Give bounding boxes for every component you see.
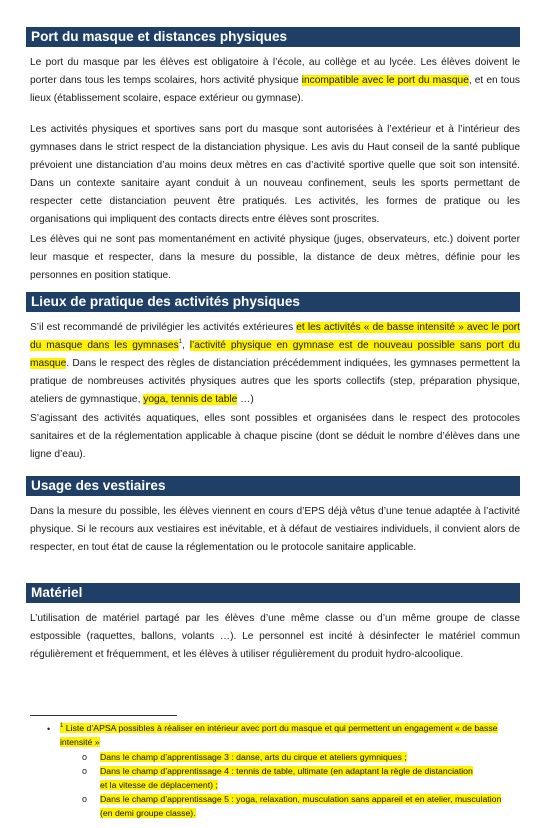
bullet-icon: • [47, 724, 51, 734]
text-run: , et en tous lieux (établissement scolaire, espace extérieur ou gymnase). [30, 75, 520, 104]
text-run: Dans la mesure du possible, les élèves viennent en cours d’EPS déjà vêtus d’une tenue adaptée à l’activité physique. Si le recours aux vestiaires est inévitable, et à défaut de vestiaires individuels, il convient alors de respecter, en tout état de cause la réglementation ou le protocole sanitaire applicable. [30, 506, 520, 553]
highlighted-text: l’activité physique en gymnase est de nouveau possible sans port du masque [30, 340, 520, 369]
footnote-intro [60, 721, 510, 749]
text-run: S’il est recommandé de privilégier les activités extérieures [30, 322, 297, 333]
highlighted-text: incompatible avec le port du masque [301, 75, 469, 86]
highlighted-text: et les activités « de basse intensité » avec le port du masque dans les gymnases [30, 322, 520, 351]
text-run: . Dans le respect des règles de distanciation précédemment indiquées, les gymnases permettent la pratique de nombreuses activités physiques autres que les sports collectifs (step, préparation physique, ateliers de gymnastique, [30, 358, 520, 405]
sub-bullet-icon: o [82, 766, 88, 776]
highlighted-text: yoga, tennis de table [143, 394, 238, 405]
paragraph [30, 410, 520, 464]
text-run: L’utilisation de matériel partagé par les élèves d’une même classe ou d’un même groupe de classe estpossible (raquettes, ballons, volants …). Le personnel est incité à désinfecter le matériel commun régulièrement et fréquemment, et les élèves à utiliser régulièrement du produit hydro-alcoolique. [30, 613, 520, 660]
section-heading-materiel: Matériel [26, 583, 520, 603]
footnote-item: Dans le champ d’apprentissage 4 : tennis de table, ultimate (en adaptant la règle de distanciation et la vitesse de déplacement) ; [100, 766, 473, 790]
section-heading-vestiaires: Usage des vestiaires [26, 476, 520, 496]
footnote-intro-text: Liste d’APSA possibles à réaliser en intérieur avec port du masque et qui permettent un engagement « de basse intensité » [60, 723, 498, 747]
text-run: Les activités physiques et sportives sans port du masque sont autorisées à l’extérieur et à l’intérieur des gymnases dans le strict respect de la distanciation physique. Les avis du Haut conseil de la santé publique prévoient une distanciation d’au moins deux mètres en cas d’activité sportive quelle que soit son intensité. Dans un contexte sanitaire ayant conduit à un nouveau confinement, seuls les sports permettant de respecter cette distanciation peuvent être pratiqués. Les activités, les formes de pratique ou les organisations qui impliquent des contacts directs entre élèves sont proscrites. [30, 124, 520, 225]
footnote-item: Dans le champ d’apprentissage 3 : danse, arts du cirque et ateliers gymniques ; [100, 752, 407, 762]
paragraph [30, 610, 520, 664]
footnote-marker: 1 [60, 723, 64, 729]
text-run: Le port du masque par les élèves est obligatoire à l’école, au collège et au lycée. Les élèves doivent le porter dans tous les temps scolaires, hors activité physique [30, 57, 520, 86]
text-run: S’agissant des activités aquatiques, elles sont possibles et organisées dans le respect des protocoles sanitaires et de la réglementation applicable à chaque piscine (dont se déduit le nombre d’élèves dans une ligne d’eau). [30, 413, 520, 460]
section-heading-masque: Port du masque et distances physiques [26, 27, 520, 47]
footnote-separator [30, 715, 177, 716]
section-heading-lieux: Lieux de pratique des activités physiques [26, 292, 520, 312]
footnote-item: Dans le champ d’apprentissage 5 : yoga, relaxation, musculation sans appareil et en atelier, musculation (en demi groupe classe). [100, 794, 502, 818]
paragraph [30, 231, 520, 285]
paragraph [30, 121, 520, 229]
paragraph [30, 54, 520, 108]
sub-bullet-icon: o [82, 752, 88, 762]
paragraph [30, 319, 520, 409]
text-run: , [182, 340, 190, 351]
text-run: Les élèves qui ne sont pas momentanément en activité physique (juges, observateurs, etc.) doivent porter leur masque et respecter, dans la mesure du possible, la distance de deux mètres, définie pour les personnes en position statique. [30, 234, 520, 281]
text-run: …) [237, 394, 254, 405]
footnote-ref: 1 [178, 339, 182, 345]
sub-bullet-icon: o [82, 794, 88, 804]
paragraph [30, 503, 520, 557]
